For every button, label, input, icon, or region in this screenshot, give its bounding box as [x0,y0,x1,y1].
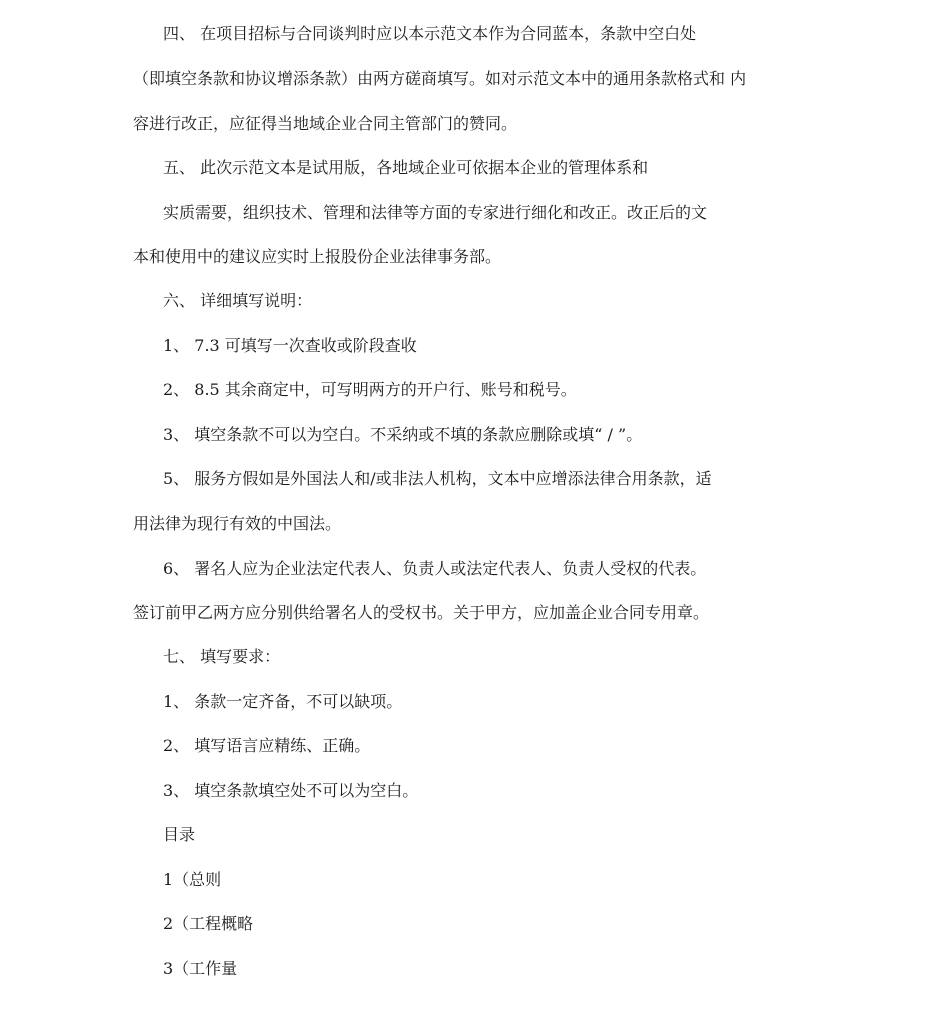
paragraph-line: 四、 在项目招标与合同谈判时应以本示范文本作为合同蓝本，条款中空白处 [163,24,697,43]
list-item: 2、 填写语言应精练、正确。 [163,736,371,755]
list-item: 3、 填空条款填空处不可以为空白。 [163,781,419,800]
section-heading: 七、 填写要求： [163,647,281,666]
paragraph-line: 五、 此次示范文本是试用版，各地域企业可依据本企业的管理体系和 [163,158,649,177]
list-item: 6、 署名人应为企业法定代表人、负责人或法定代表人、负责人受权的代表。 [163,559,707,578]
paragraph-line: 容进行改正，应征得当地域企业合同主管部门的赞同。 [133,114,518,133]
list-item: 3、 填空条款不可以为空白。不采纳或不填的条款应删除或填“ / ”。 [163,425,643,444]
paragraph-line: 实质需要，组织技术、管理和法律等方面的专家进行细化和改正。改正后的文 [163,203,708,222]
paragraph-line: 签订前甲乙两方应分别供给署名人的受权书。关于甲方，应加盖企业合同专用章。 [133,603,710,622]
toc-item: 2（工程概略 [163,914,254,933]
list-item: 1、 7.3 可填写一次查收或阶段查收 [163,336,417,355]
toc-heading: 目录 [163,825,196,844]
paragraph-line: （即填空条款和协议增添条款）由两方磋商填写。如对示范文本中的通用条款格式和 内 [133,69,747,88]
toc-item: 3（工作量 [163,959,238,978]
section-heading: 六、 详细填写说明： [163,291,313,310]
list-item: 2、 8.5 其余商定中，可写明两方的开户行、账号和税号。 [163,380,577,399]
paragraph-line: 用法律为现行有效的中国法。 [133,514,342,533]
list-item: 1、 条款一定齐备，不可以缺项。 [163,692,403,711]
list-item: 5、 服务方假如是外国法人和/或非法人机构，文本中应增添法律合用条款，适 [163,469,712,488]
paragraph-line: 本和使用中的建议应实时上报股份企业法律事务部。 [133,247,502,266]
toc-item: 1（总则 [163,870,222,889]
